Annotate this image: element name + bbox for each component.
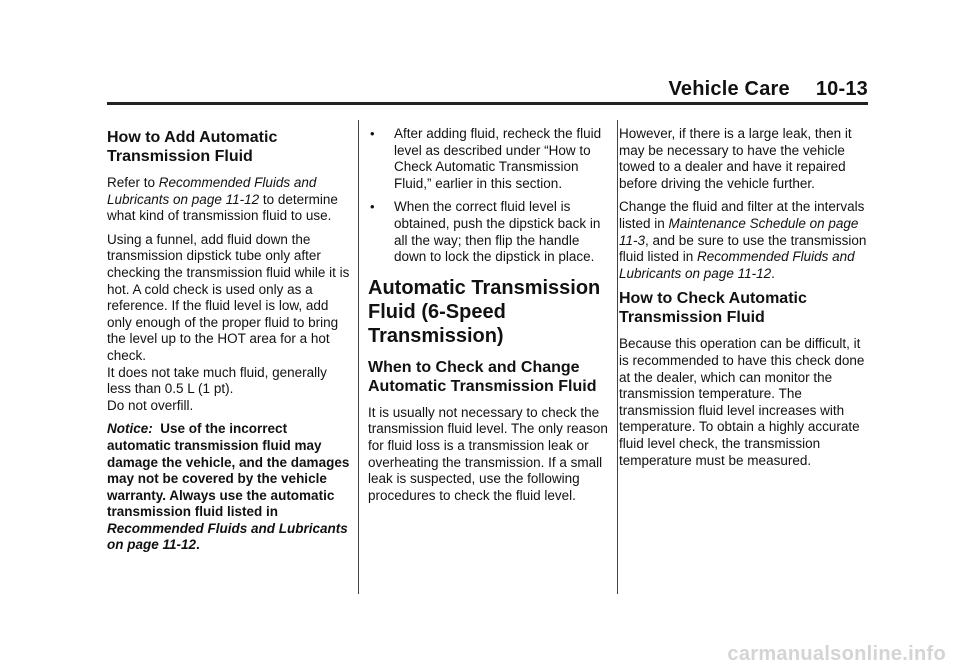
list-item: • When the correct fluid level is obtained, push the dipstick back in all the way; then flip the handle down to lock the dipstick in place.	[370, 199, 601, 265]
page-header	[668, 78, 868, 101]
bullet-list	[368, 126, 608, 266]
watermark: carmanualsonline.info	[727, 643, 946, 665]
column-divider	[358, 120, 359, 594]
column-left	[107, 126, 351, 561]
paragraph: Refer to Recommended Fluids and Lubricants on page 11-12 to determine what kind of transmission fluid to use.	[107, 175, 338, 224]
section-title: Vehicle Care	[668, 78, 790, 100]
notice-label: Notice:	[107, 421, 153, 437]
page-number: 10-13	[815, 78, 868, 100]
paragraph: Using a funnel, add fluid down the transmission dipstick tube only after checking the transmission fluid while it is hot. A cold check is used only as a reference. If the fluid level is low, add only enough of the proper fluid to bring the level up to the HOT area for a hot check.	[107, 231, 350, 363]
section-heading: When to Check and Change Automatic Transmission Fluid	[368, 358, 597, 395]
list-item: • After adding fluid, recheck the fluid level as described under “How to Check Automatic Transmission Fluid,” earlier in this section.	[370, 126, 602, 191]
bullet-icon: •	[370, 126, 375, 141]
section-heading: How to Add Automatic Transmission Fluid	[107, 129, 278, 165]
paragraph: Change the fluid and filter at the intervals listed in Maintenance Schedule on page 11-3, and be sure to use the transmission fluid listed in Recommended Fluids and Lubricants on page 11-12.	[619, 199, 867, 281]
paragraph: Because this operation can be difficult, it is recommended to have this check done at the dealer, which can monitor the transmission temperature. The transmission fluid level increases with temperature. To obtain a highly accurate fluid level check, the transmission temperature must be measured.	[619, 336, 865, 468]
chapter-heading: Automatic Transmission Fluid (6-Speed Transmission)	[368, 276, 601, 347]
paragraph: It is usually not necessary to check the transmission fluid level. The only reason for fluid loss is a transmission leak or overheating the transmission. If a small leak is suspected, use the following procedures to check the fluid level.	[368, 404, 608, 503]
paragraph: Do not overfill.	[107, 397, 194, 413]
column-divider	[617, 120, 618, 594]
cross-reference: Recommended Fluids and Lubricants on page 11-12	[107, 175, 317, 207]
bullet-icon: •	[370, 199, 375, 215]
paragraph: However, if there is a large leak, then it may be necessary to have the vehicle towed to a dealer and have it repaired before driving the vehicle further.	[619, 126, 852, 191]
column-right	[619, 126, 869, 476]
notice: Notice: Use of the incorrect automatic transmission fluid may damage the vehicle, and the damages may not be covered by the vehicle warranty. Always use the automatic transmission fluid listed in Recommended Fluids and Lubricants on page 11-12.	[107, 421, 350, 553]
paragraph: It does not take much fluid, generally less than 0.5 L (1 pt).	[107, 364, 327, 397]
cross-reference: Recommended Fluids and Lubricants on page 11-12	[107, 520, 348, 553]
header-rule	[107, 102, 868, 105]
column-middle	[368, 126, 608, 511]
cross-reference: Maintenance Schedule on page 11-3	[619, 215, 859, 248]
section-heading: How to Check Automatic Transmission Fluid	[619, 290, 807, 327]
cross-reference: Recommended Fluids and Lubricants on page 11-12	[619, 249, 855, 281]
